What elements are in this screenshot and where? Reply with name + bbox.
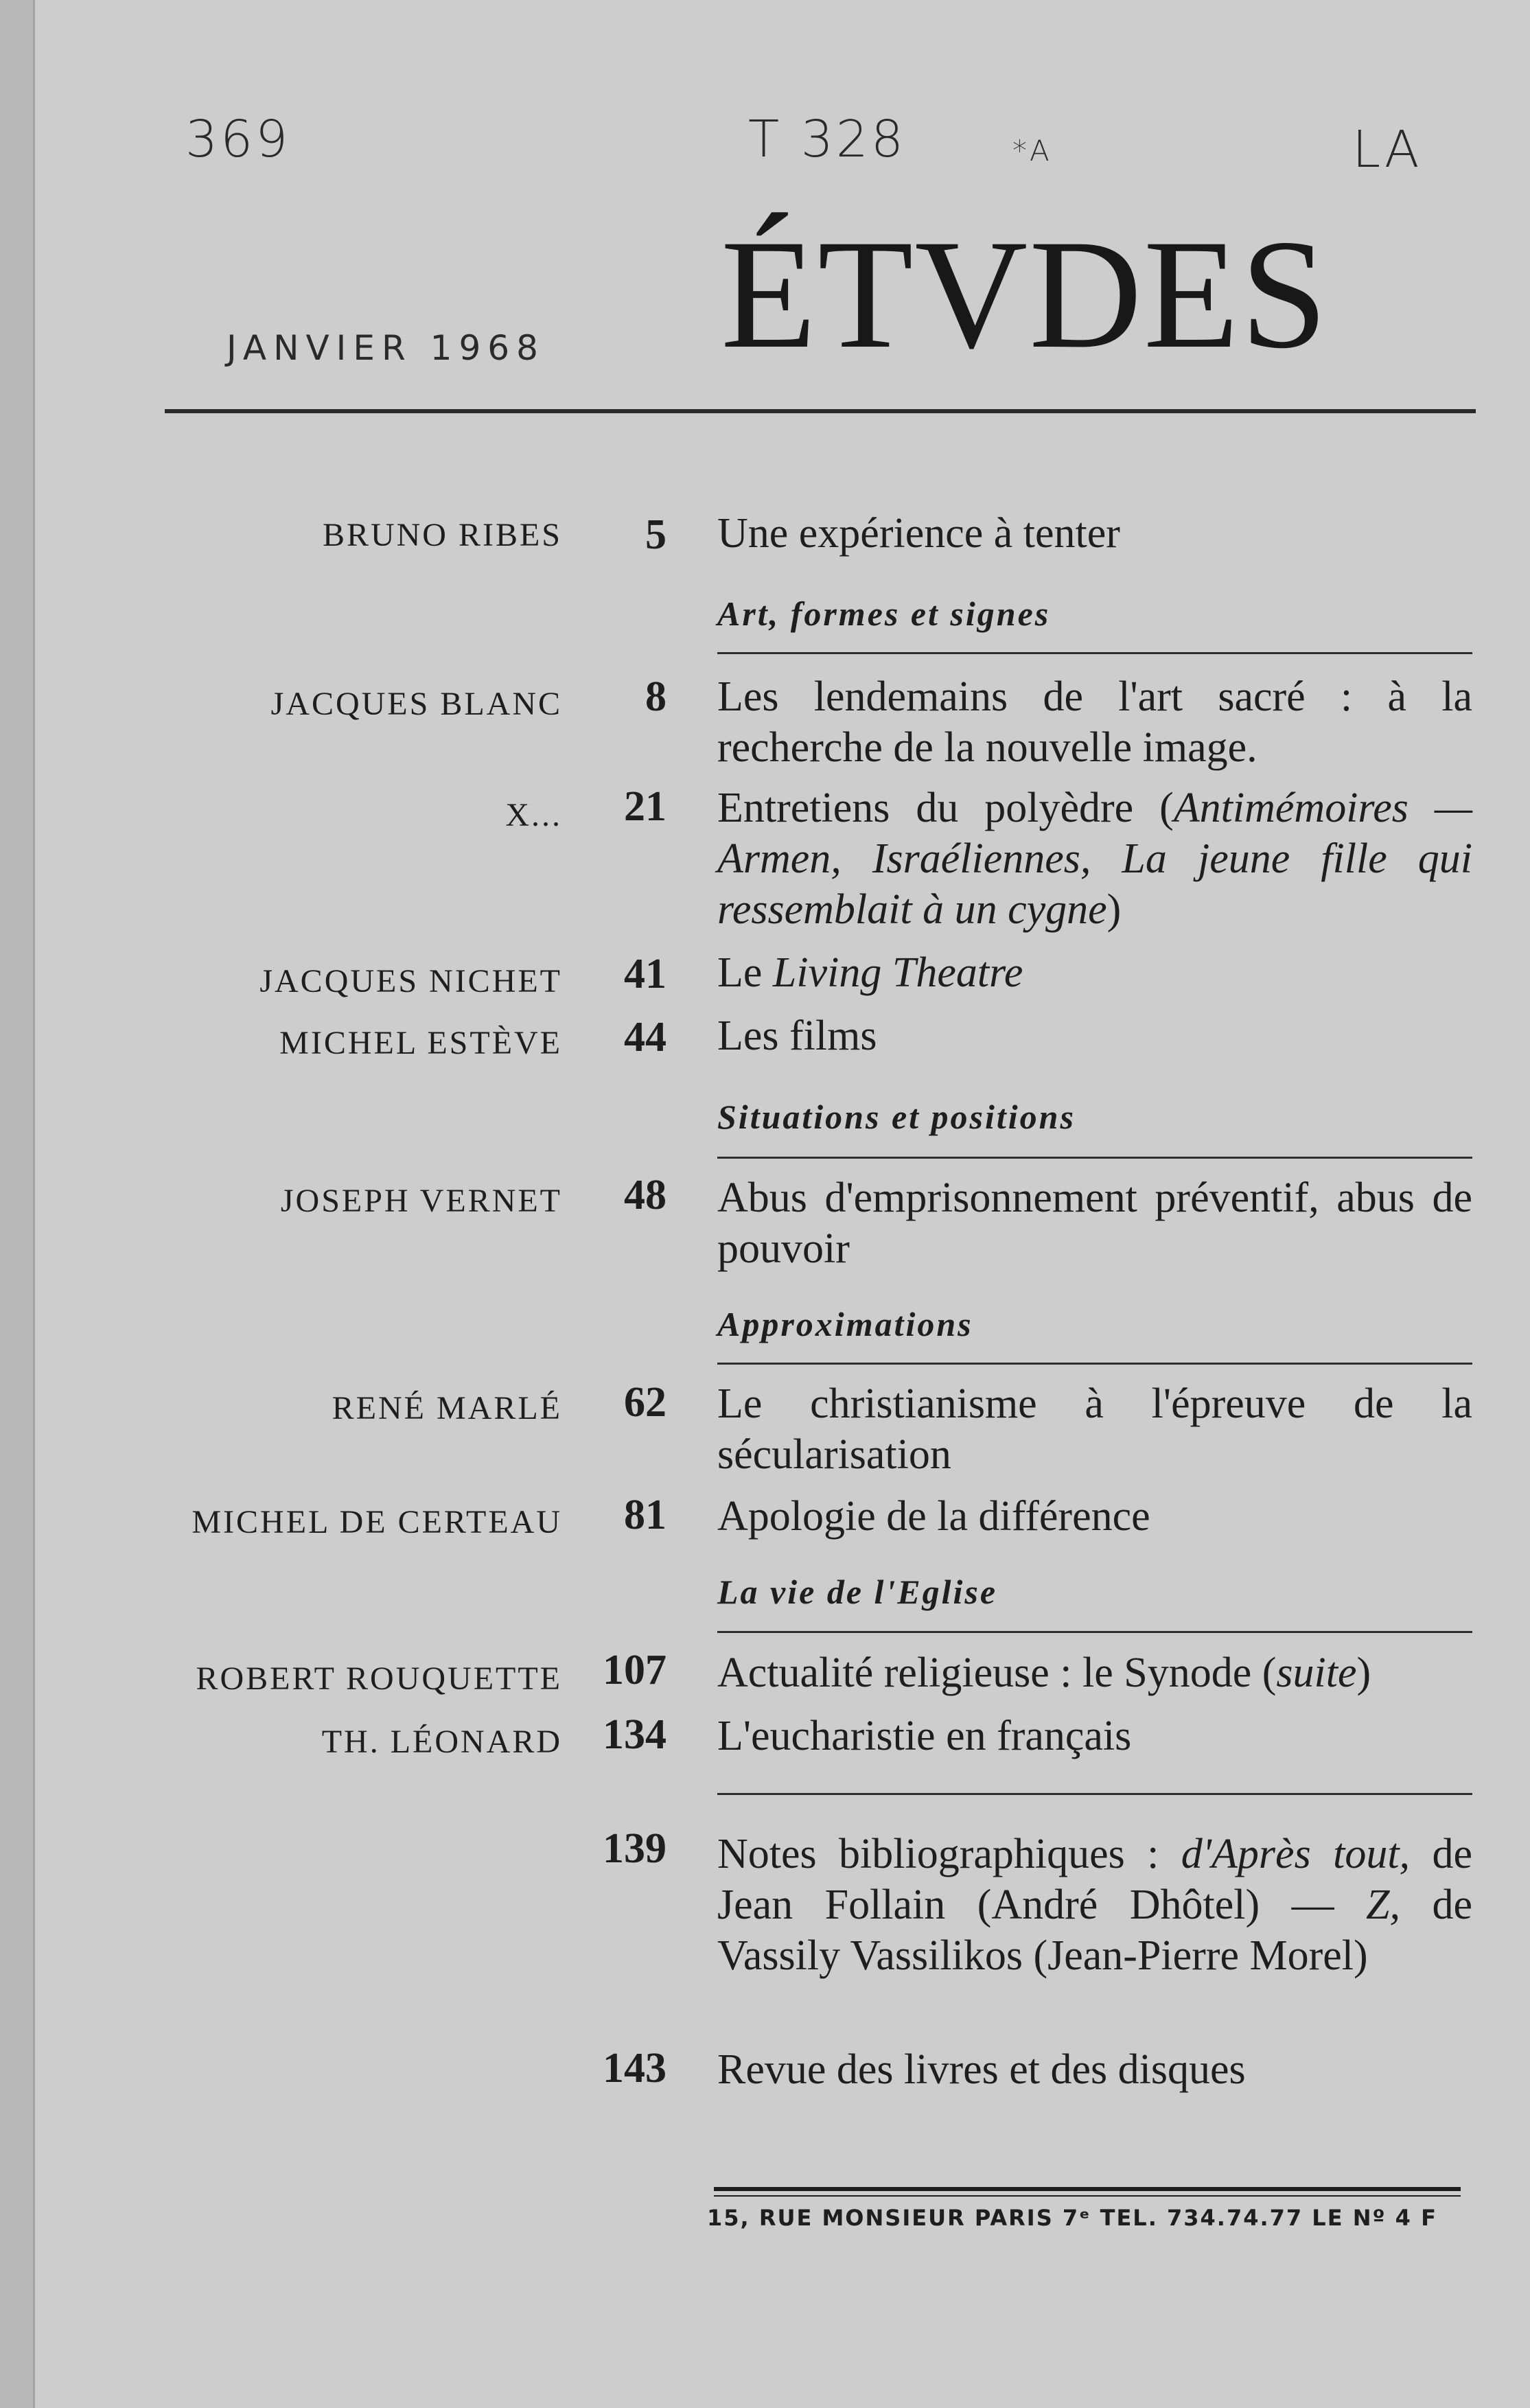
- handwritten-annotation-middle: T 328: [748, 110, 906, 169]
- toc-title: Revue des livres et des disques: [717, 2046, 1246, 2093]
- toc-title-italic: Living Theatre: [772, 949, 1023, 996]
- toc-author: TH. LÉONARD: [321, 1724, 562, 1760]
- section-heading: Art, formes et signes: [717, 594, 1051, 633]
- toc-title-italic: suite: [1276, 1649, 1357, 1696]
- toc-title: Le christianisme à l'épreuve de la sécularisation: [717, 1380, 1472, 1478]
- toc-author: ROBERT ROUQUETTE: [196, 1660, 562, 1697]
- toc-title-text: Actualité religieuse : le Synode (: [717, 1649, 1277, 1696]
- toc-page-number: 107: [603, 1647, 667, 1693]
- toc-page-number: 139: [603, 1825, 667, 1872]
- section-heading: Situations et positions: [717, 1098, 1076, 1136]
- toc-page-number: 5: [645, 511, 667, 558]
- toc-author: JOSEPH VERNET: [280, 1183, 562, 1219]
- toc-title-text: Notes bibliographiques :: [717, 1831, 1181, 1877]
- header-divider: [165, 409, 1476, 413]
- toc-title: Les films: [717, 1012, 877, 1059]
- toc-page-number: 62: [624, 1379, 667, 1426]
- toc-title: [717, 1647, 1472, 1698]
- footer-rule-thin: [714, 2195, 1461, 2197]
- toc-author: JACQUES BLANC: [270, 686, 562, 722]
- toc-author: MICHEL ESTÈVE: [279, 1025, 562, 1061]
- footer-rule-thick: [714, 2187, 1461, 2191]
- issue-date: JANVIER 1968: [227, 328, 545, 368]
- toc-title-text: de Vassily Vassilikos (Jean-Pierre Morel): [717, 1882, 1472, 1979]
- handwritten-annotation-right: LA: [1352, 120, 1422, 179]
- toc-title-text: Le: [717, 949, 773, 996]
- toc-page-number: 44: [624, 1014, 667, 1061]
- masthead-title: ÉTVDES: [721, 208, 1329, 381]
- toc-page-number: 21: [624, 783, 667, 830]
- toc-title: [717, 947, 1472, 998]
- toc-title: Apologie de la différence: [717, 1493, 1150, 1540]
- toc-author: X...: [505, 797, 562, 833]
- handwritten-annotation-small: *A: [1012, 134, 1052, 167]
- toc-title: [717, 1829, 1472, 1981]
- toc-title-italic: d'Après tout,: [1181, 1831, 1411, 1877]
- toc-title: Les lendemains de l'art sacré : à la recherche de la nouvelle image.: [717, 673, 1472, 771]
- section-heading: La vie de l'Eglise: [717, 1573, 998, 1611]
- toc-title: L'eucharistie en français: [717, 1713, 1132, 1759]
- toc-title: Abus d'emprisonnement préventif, abus de pouvoir: [717, 1174, 1472, 1272]
- toc-page-number: 8: [645, 673, 667, 720]
- section-divider: [717, 1157, 1472, 1159]
- toc-author: MICHEL DE CERTEAU: [192, 1504, 562, 1540]
- section-divider: [717, 1631, 1472, 1633]
- toc-title-italic: Z,: [1366, 1882, 1401, 1928]
- toc-page-number: 81: [624, 1492, 667, 1538]
- section-heading: Approximations: [717, 1305, 973, 1343]
- section-divider: [717, 652, 1472, 654]
- toc-title: Une expérience à tenter: [717, 510, 1120, 557]
- toc-title-text: Entretiens du polyèdre (: [717, 785, 1174, 831]
- toc-title-text: de Jean Follain (André Dhôtel) —: [717, 1831, 1472, 1928]
- handwritten-annotation-left: 369: [185, 110, 291, 169]
- toc-page-number: 143: [603, 2045, 667, 2092]
- publisher-address: 15, RUE MONSIEUR PARIS 7ᵉ TEL. 734.74.77 LE Nº 4 F: [707, 2205, 1437, 2231]
- toc-page-number: 134: [603, 1711, 667, 1758]
- toc-title-italic: Antimémoires — Armen, Israéliennes, La jeune fille qui ressemblait à un cygne: [717, 785, 1472, 933]
- toc-title-text: ): [1356, 1649, 1371, 1696]
- toc-author: BRUNO RIBES: [322, 517, 562, 553]
- toc-author: RENÉ MARLÉ: [332, 1390, 562, 1426]
- page-edge: [0, 0, 35, 2408]
- toc-title-text: ): [1106, 886, 1122, 933]
- section-divider: [717, 1363, 1472, 1365]
- section-divider: [717, 1793, 1472, 1795]
- toc-page-number: 41: [624, 951, 667, 997]
- toc-page-number: 48: [624, 1172, 667, 1218]
- toc-title: [717, 783, 1472, 935]
- toc-author: JACQUES NICHET: [259, 963, 562, 999]
